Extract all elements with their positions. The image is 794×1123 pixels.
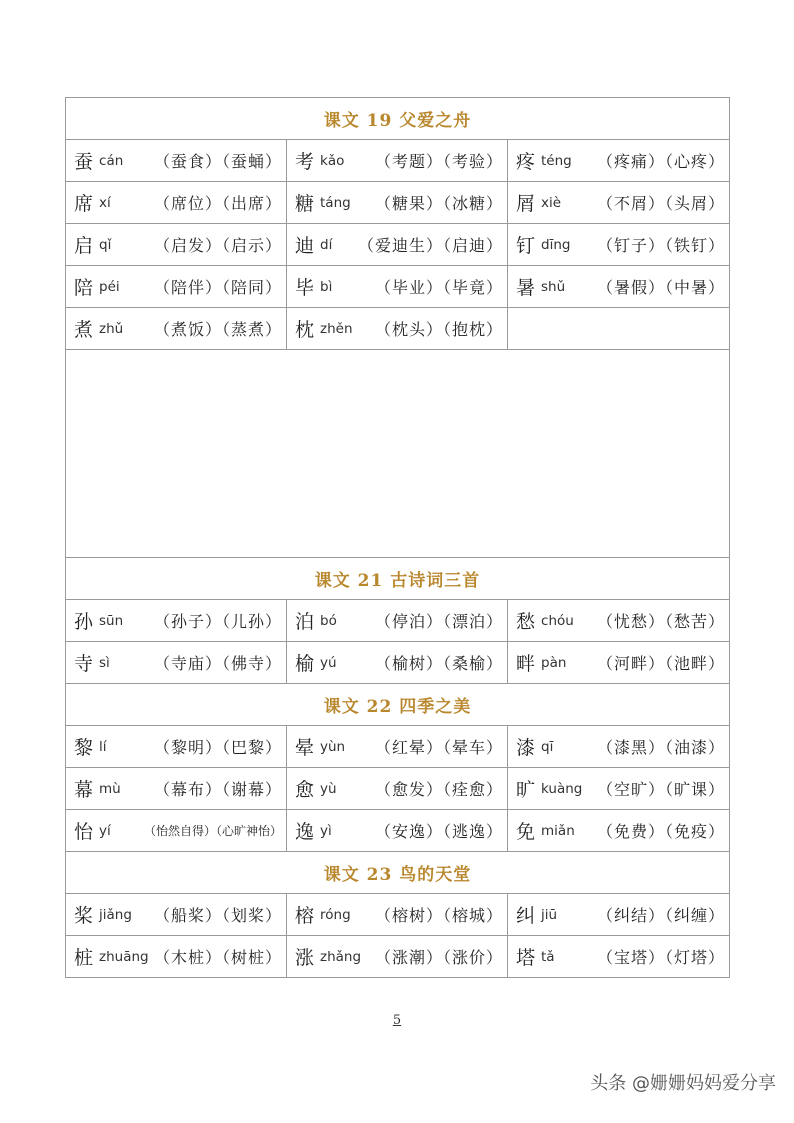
example-words: （忧愁）（愁苦） — [596, 612, 725, 631]
word-cell — [287, 642, 508, 684]
example-words: （暑假）（中暑） — [596, 278, 725, 297]
example-words: （涨潮）（涨价） — [374, 948, 503, 967]
example-words: （糖果）（冰糖） — [374, 194, 503, 213]
pinyin: dīng — [541, 236, 571, 253]
word-cell — [508, 894, 730, 936]
word-row — [66, 600, 730, 642]
word-row — [66, 642, 730, 684]
character: 毕 — [295, 277, 315, 299]
pinyin: bì — [320, 278, 333, 295]
character: 塔 — [516, 947, 536, 969]
example-words: （漆黑）（油漆） — [596, 738, 725, 757]
word-cell — [508, 600, 730, 642]
lesson-header-row — [66, 852, 730, 894]
pinyin: yú — [320, 654, 337, 671]
word-cell — [66, 768, 287, 810]
character: 疼 — [516, 151, 536, 173]
word-cell — [287, 266, 508, 308]
example-words: （考题）（考验） — [374, 152, 503, 171]
pinyin: dí — [320, 236, 333, 253]
example-words: （宝塔）（灯塔） — [596, 948, 725, 967]
word-cell — [287, 810, 508, 852]
lesson-header-row — [66, 558, 730, 600]
word-cell — [287, 894, 508, 936]
word-row — [66, 266, 730, 308]
character: 泊 — [295, 611, 315, 633]
word-cell — [508, 642, 730, 684]
word-cell — [508, 936, 730, 978]
pinyin: mù — [99, 780, 121, 797]
word-cell — [66, 182, 287, 224]
example-words: （愈发）（痊愈） — [374, 780, 503, 799]
pinyin: tǎ — [541, 948, 555, 965]
word-cell — [287, 140, 508, 182]
example-words: （疼痛）（心疼） — [596, 152, 725, 171]
example-words: （寺庙）（佛寺） — [153, 654, 282, 673]
pinyin: xí — [99, 194, 111, 211]
word-cell — [508, 768, 730, 810]
character: 榆 — [295, 653, 315, 675]
example-words: （河畔）（池畔） — [596, 654, 725, 673]
word-cell — [508, 308, 730, 350]
example-words: （爱迪生）（启迪） — [357, 236, 503, 255]
pinyin: lí — [99, 738, 107, 755]
character: 孙 — [74, 611, 94, 633]
word-cell — [66, 936, 287, 978]
character: 漆 — [516, 737, 536, 759]
word-cell — [66, 600, 287, 642]
character: 愁 — [516, 611, 536, 633]
example-words: （蚕食）（蚕蛹） — [153, 152, 282, 171]
example-words: （榆树）（桑榆） — [374, 654, 503, 673]
example-words: （启发）（启示） — [153, 236, 282, 255]
watermark: 头条 @姗姗妈妈爱分享 — [590, 1073, 776, 1094]
pinyin: róng — [320, 906, 351, 923]
character: 糖 — [295, 193, 315, 215]
pinyin: pàn — [541, 654, 567, 671]
example-words: （孙子）（儿孙） — [153, 612, 282, 631]
character: 旷 — [516, 779, 536, 801]
pinyin: kǎo — [320, 152, 345, 169]
example-words: （船桨）（划桨） — [153, 906, 282, 925]
page-number: 5 — [392, 1013, 402, 1028]
pinyin: sì — [99, 654, 110, 671]
vocabulary-table — [65, 97, 730, 978]
pinyin: sūn — [99, 612, 124, 629]
word-cell — [287, 768, 508, 810]
character: 畔 — [516, 653, 536, 675]
example-words: （枕头）（抱枕） — [374, 320, 503, 339]
pinyin: yùn — [320, 738, 346, 755]
example-words: （钉子）（铁钉） — [596, 236, 725, 255]
example-words: （陪伴）（陪同） — [153, 278, 282, 297]
word-cell — [66, 224, 287, 266]
character: 逸 — [295, 821, 315, 843]
word-cell — [287, 600, 508, 642]
character: 迪 — [295, 235, 315, 257]
word-cell — [508, 224, 730, 266]
pinyin: jiǎng — [99, 906, 132, 923]
character: 暑 — [516, 277, 536, 299]
example-words: （幕布）（谢幕） — [153, 780, 282, 799]
word-row — [66, 768, 730, 810]
example-words: （榕树）（榕城） — [374, 906, 503, 925]
pinyin: táng — [320, 194, 351, 211]
pinyin: jiū — [541, 906, 558, 923]
example-words: （安逸）（逃逸） — [374, 822, 503, 841]
word-cell — [287, 726, 508, 768]
lesson-header-row — [66, 684, 730, 726]
lesson-title: 课文 19 父爱之舟 — [66, 98, 730, 140]
word-cell — [508, 810, 730, 852]
character: 钉 — [516, 235, 536, 257]
character: 启 — [74, 235, 94, 257]
word-row — [66, 182, 730, 224]
example-words: （纠结）（纠缠） — [596, 906, 725, 925]
character: 榕 — [295, 905, 315, 927]
word-row — [66, 810, 730, 852]
word-cell — [287, 308, 508, 350]
word-row — [66, 308, 730, 350]
character: 考 — [295, 151, 315, 173]
character: 寺 — [74, 653, 94, 675]
word-row — [66, 726, 730, 768]
pinyin: yì — [320, 822, 332, 839]
pinyin: miǎn — [541, 822, 575, 839]
blank-cell — [66, 350, 730, 558]
pinyin: cán — [99, 152, 124, 169]
blank-row — [66, 350, 730, 558]
pinyin: zhǔ — [99, 320, 124, 337]
pinyin: bó — [320, 612, 337, 629]
pinyin: qī — [541, 738, 554, 755]
pinyin: zhuāng — [99, 948, 149, 965]
example-words: （停泊）（漂泊） — [374, 612, 503, 631]
example-words: （黎明）（巴黎） — [153, 738, 282, 757]
word-cell — [508, 182, 730, 224]
example-words: （不屑）（头屑） — [596, 194, 725, 213]
pinyin: yí — [99, 822, 111, 839]
word-cell — [66, 308, 287, 350]
pinyin: kuàng — [541, 780, 583, 797]
pinyin: qǐ — [99, 236, 112, 253]
character: 桨 — [74, 905, 94, 927]
character: 枕 — [295, 319, 315, 341]
pinyin: shǔ — [541, 278, 566, 295]
pinyin: zhěn — [320, 320, 353, 337]
pinyin: zhǎng — [320, 948, 362, 965]
word-cell — [66, 726, 287, 768]
word-row — [66, 936, 730, 978]
word-cell — [287, 224, 508, 266]
example-words: （毕业）（毕竟） — [374, 278, 503, 297]
word-cell — [508, 140, 730, 182]
character: 黎 — [74, 737, 94, 759]
character: 陪 — [74, 277, 94, 299]
vocabulary-table-body — [66, 98, 730, 978]
word-cell — [66, 894, 287, 936]
pinyin: xiè — [541, 194, 562, 211]
character: 桩 — [74, 947, 94, 969]
character: 晕 — [295, 737, 315, 759]
character: 涨 — [295, 947, 315, 969]
word-cell — [287, 936, 508, 978]
lesson-title: 课文 22 四季之美 — [66, 684, 730, 726]
character: 幕 — [74, 779, 94, 801]
word-cell — [66, 140, 287, 182]
lesson-title: 课文 21 古诗词三首 — [66, 558, 730, 600]
word-row — [66, 224, 730, 266]
pinyin: yù — [320, 780, 337, 797]
word-row — [66, 140, 730, 182]
example-words: （空旷）（旷课） — [596, 780, 725, 799]
example-words: （红晕）（晕车） — [374, 738, 503, 757]
character: 纠 — [516, 905, 536, 927]
character: 屑 — [516, 193, 536, 215]
character: 煮 — [74, 319, 94, 341]
character: 免 — [516, 821, 536, 843]
example-words: （席位）（出席） — [153, 194, 282, 213]
pinyin: chóu — [541, 612, 574, 629]
example-words: （煮饭）（蒸煮） — [153, 320, 282, 339]
example-words: （怡然自得）（心旷神怡） — [143, 824, 282, 838]
word-cell — [66, 642, 287, 684]
word-cell — [508, 726, 730, 768]
lesson-header-row — [66, 98, 730, 140]
pinyin: péi — [99, 278, 120, 295]
example-words: （免费）（免疫） — [596, 822, 725, 841]
character: 怡 — [74, 821, 94, 843]
word-row — [66, 894, 730, 936]
character: 愈 — [295, 779, 315, 801]
character: 蚕 — [74, 151, 94, 173]
lesson-title: 课文 23 鸟的天堂 — [66, 852, 730, 894]
character: 席 — [74, 193, 94, 215]
word-cell — [66, 266, 287, 308]
word-cell — [66, 810, 287, 852]
example-words: （木桩）（树桩） — [153, 948, 282, 967]
word-cell — [508, 266, 730, 308]
pinyin: téng — [541, 152, 572, 169]
word-cell — [287, 182, 508, 224]
